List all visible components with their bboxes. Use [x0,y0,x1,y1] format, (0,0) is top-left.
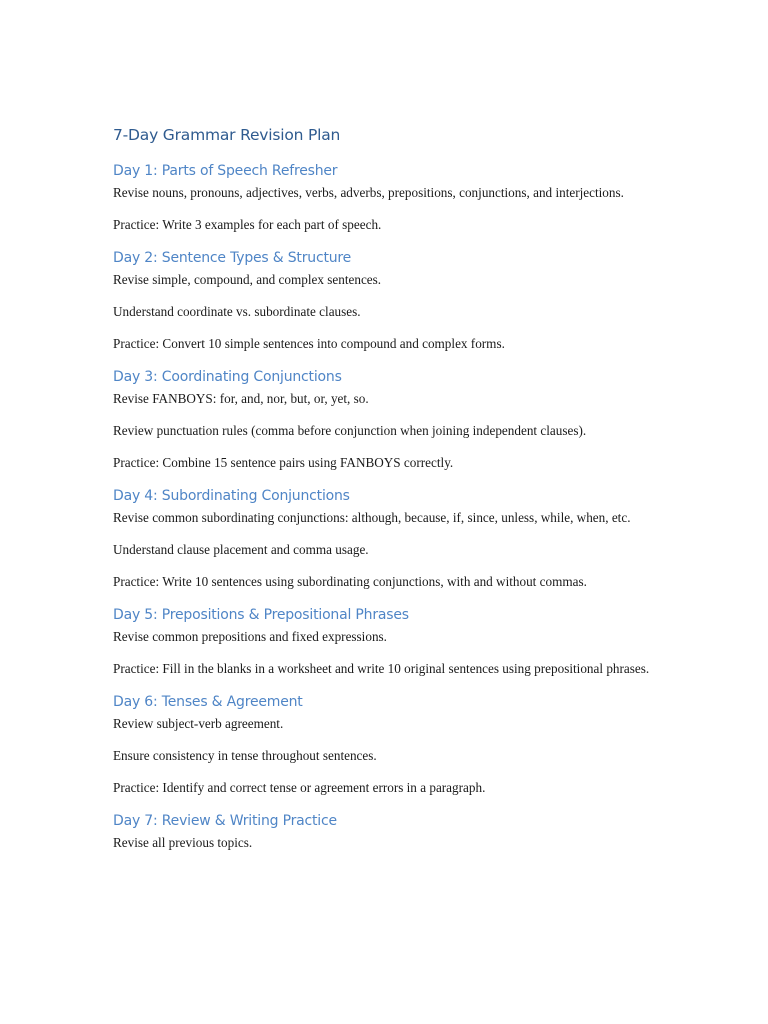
paragraph: Practice: Write 10 sentences using subordinating conjunctions, with and without commas. [113,574,587,589]
section-heading: Day 4: Subordinating Conjunctions [113,488,350,504]
paragraph: Revise all previous topics. [113,835,253,850]
section-day-6 [113,691,658,798]
paragraph: Practice: Write 3 examples for each part of speech. [113,217,382,232]
paragraph: Understand clause placement and comma usage. [113,542,369,557]
section-day-1 [113,160,658,235]
section-day-5 [113,604,658,679]
paragraph: Revise nouns, pronouns, adjectives, verbs, adverbs, prepositions, conjunctions, and interjections. [113,185,624,200]
paragraph: Practice: Fill in the blanks in a worksheet and write 10 original sentences using prepositional phrases. [113,661,650,676]
section-heading: Day 1: Parts of Speech Refresher [113,163,338,179]
paragraph: Revise FANBOYS: for, and, nor, but, or, yet, so. [113,391,369,406]
paragraph: Practice: Combine 15 sentence pairs using FANBOYS correctly. [113,455,454,470]
section-day-4 [113,485,658,592]
paragraph: Revise simple, compound, and complex sentences. [113,272,382,287]
section-heading: Day 6: Tenses & Agreement [113,694,303,710]
section-heading: Day 2: Sentence Types & Structure [113,250,352,266]
paragraph: Practice: Convert 10 simple sentences into compound and complex forms. [113,336,505,351]
paragraph: Revise common subordinating conjunctions: although, because, if, since, unless, while, when, etc. [113,510,631,525]
paragraph: Ensure consistency in tense throughout sentences. [113,748,377,763]
section-heading: Day 3: Coordinating Conjunctions [113,369,342,385]
section-heading: Day 7: Review & Writing Practice [113,813,337,829]
section-day-7 [113,810,658,853]
paragraph: Review punctuation rules (comma before conjunction when joining independent clauses). [113,423,587,438]
section-day-3 [113,366,658,473]
paragraph: Review subject-verb agreement. [113,716,284,731]
paragraph: Revise common prepositions and fixed expressions. [113,629,387,644]
paragraph: Understand coordinate vs. subordinate clauses. [113,304,361,319]
document-title: 7-Day Grammar Revision Plan [113,126,341,144]
section-heading: Day 5: Prepositions & Prepositional Phrases [113,607,409,623]
section-day-2 [113,247,658,354]
document-content [113,124,658,865]
paragraph: Practice: Identify and correct tense or agreement errors in a paragraph. [113,780,486,795]
